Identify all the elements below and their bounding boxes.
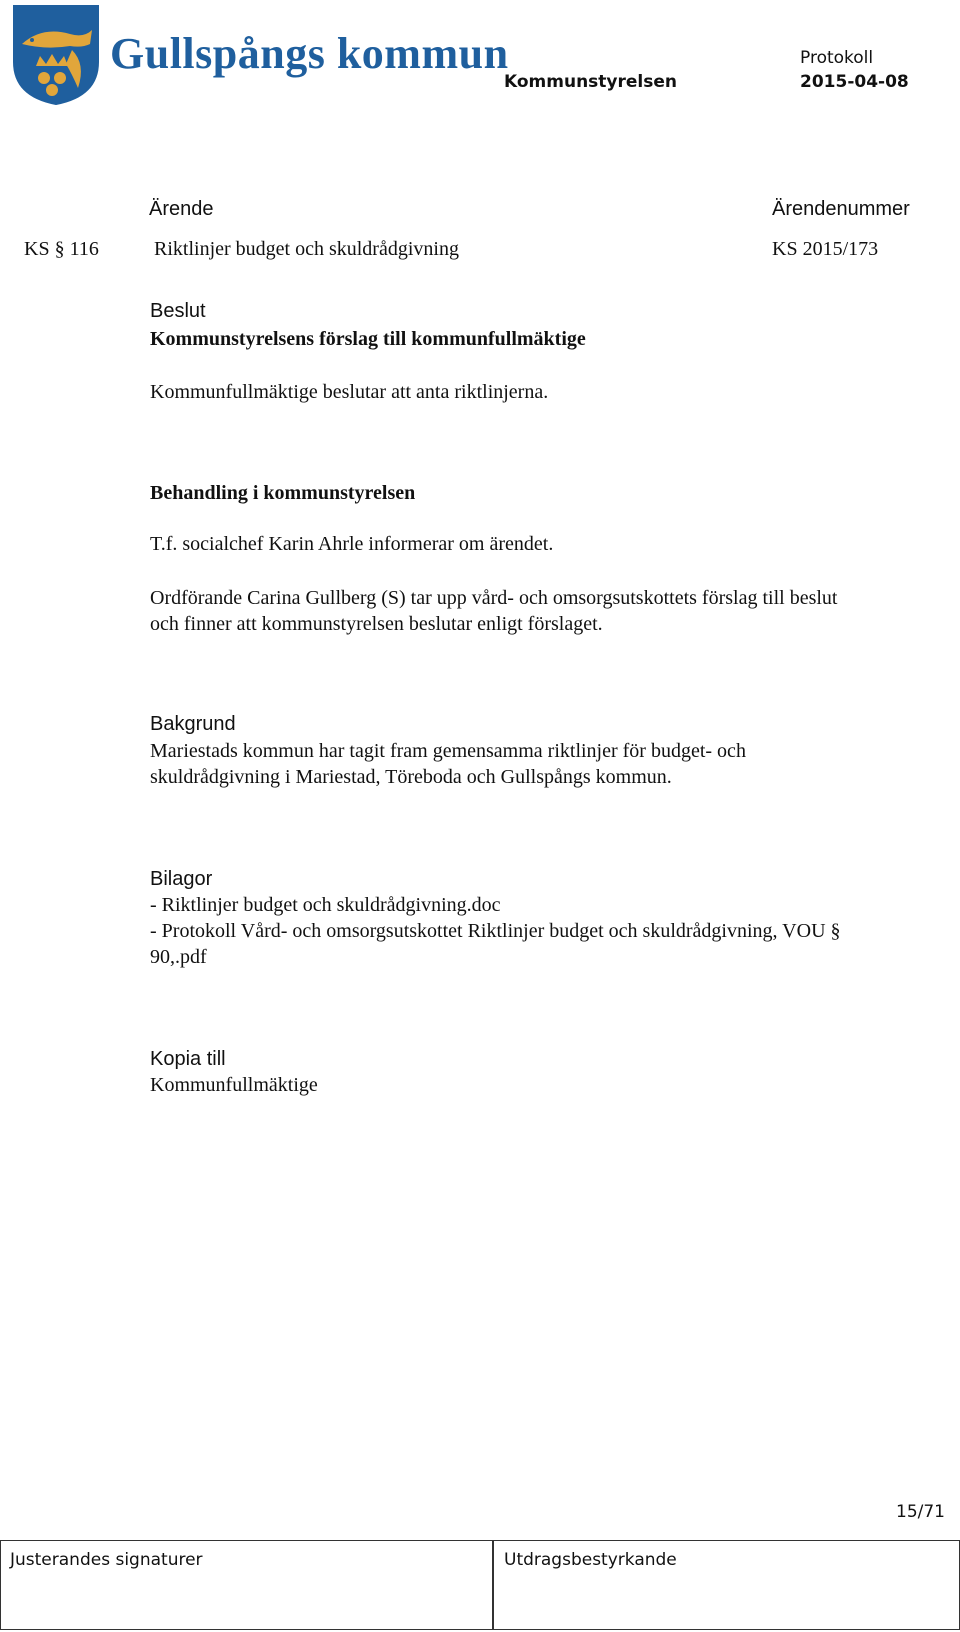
kopia-recipient: Kommunfullmäktige <box>150 1074 318 1096</box>
crest-icon <box>12 4 100 106</box>
arende-label: Ärende <box>149 198 214 220</box>
municipality-crest <box>12 4 100 106</box>
beslut-heading: Beslut <box>150 300 206 322</box>
beslut-subheading: Kommunstyrelsens förslag till kommunfullmäktige <box>150 328 586 350</box>
bilaga-item-1: - Riktlinjer budget och skuldrådgivning.doc <box>150 894 501 916</box>
extract-label: Utdragsbestyrkande <box>504 1550 677 1570</box>
bakgrund-heading: Bakgrund <box>150 713 236 735</box>
signatures-label: Justerandes signaturer <box>10 1550 203 1570</box>
bilagor-heading: Bilagor <box>150 868 213 890</box>
beslut-text: Kommunfullmäktige beslutar att anta riktlinjerna. <box>150 381 549 403</box>
case-title: Riktlinjer budget och skuldrådgivning <box>154 238 459 260</box>
org-name: Gullspångs kommun <box>110 29 509 78</box>
behandling-line-3: och finner att kommunstyrelsen beslutar enligt förslaget. <box>150 613 603 635</box>
doc-type: Protokoll <box>800 48 874 68</box>
page-number: 15/71 <box>896 1502 945 1522</box>
body-name: Kommunstyrelsen <box>504 72 678 92</box>
behandling-heading: Behandling i kommunstyrelsen <box>150 482 416 504</box>
kopia-heading: Kopia till <box>150 1048 226 1070</box>
behandling-line-2: Ordförande Carina Gullberg (S) tar upp vård- och omsorgsutskottets förslag till beslut <box>150 587 838 609</box>
case-number: KS 2015/173 <box>772 238 879 260</box>
meeting-date: 2015-04-08 <box>800 72 909 92</box>
bakgrund-line-2: skuldrådgivning i Mariestad, Töreboda och Gullspångs kommun. <box>150 766 672 788</box>
arendenummer-label: Ärendenummer <box>772 198 910 220</box>
bilaga-item-2-cont: 90,.pdf <box>150 946 207 968</box>
bakgrund-line-1: Mariestads kommun har tagit fram gemensamma riktlinjer för budget- och <box>150 740 746 762</box>
behandling-line-1: T.f. socialchef Karin Ahrle informerar om ärendet. <box>150 533 554 555</box>
bilaga-item-2: - Protokoll Vård- och omsorgsutskottet Riktlinjer budget och skuldrådgivning, VOU § <box>150 920 841 942</box>
case-paragraph: KS § 116 <box>24 238 99 260</box>
